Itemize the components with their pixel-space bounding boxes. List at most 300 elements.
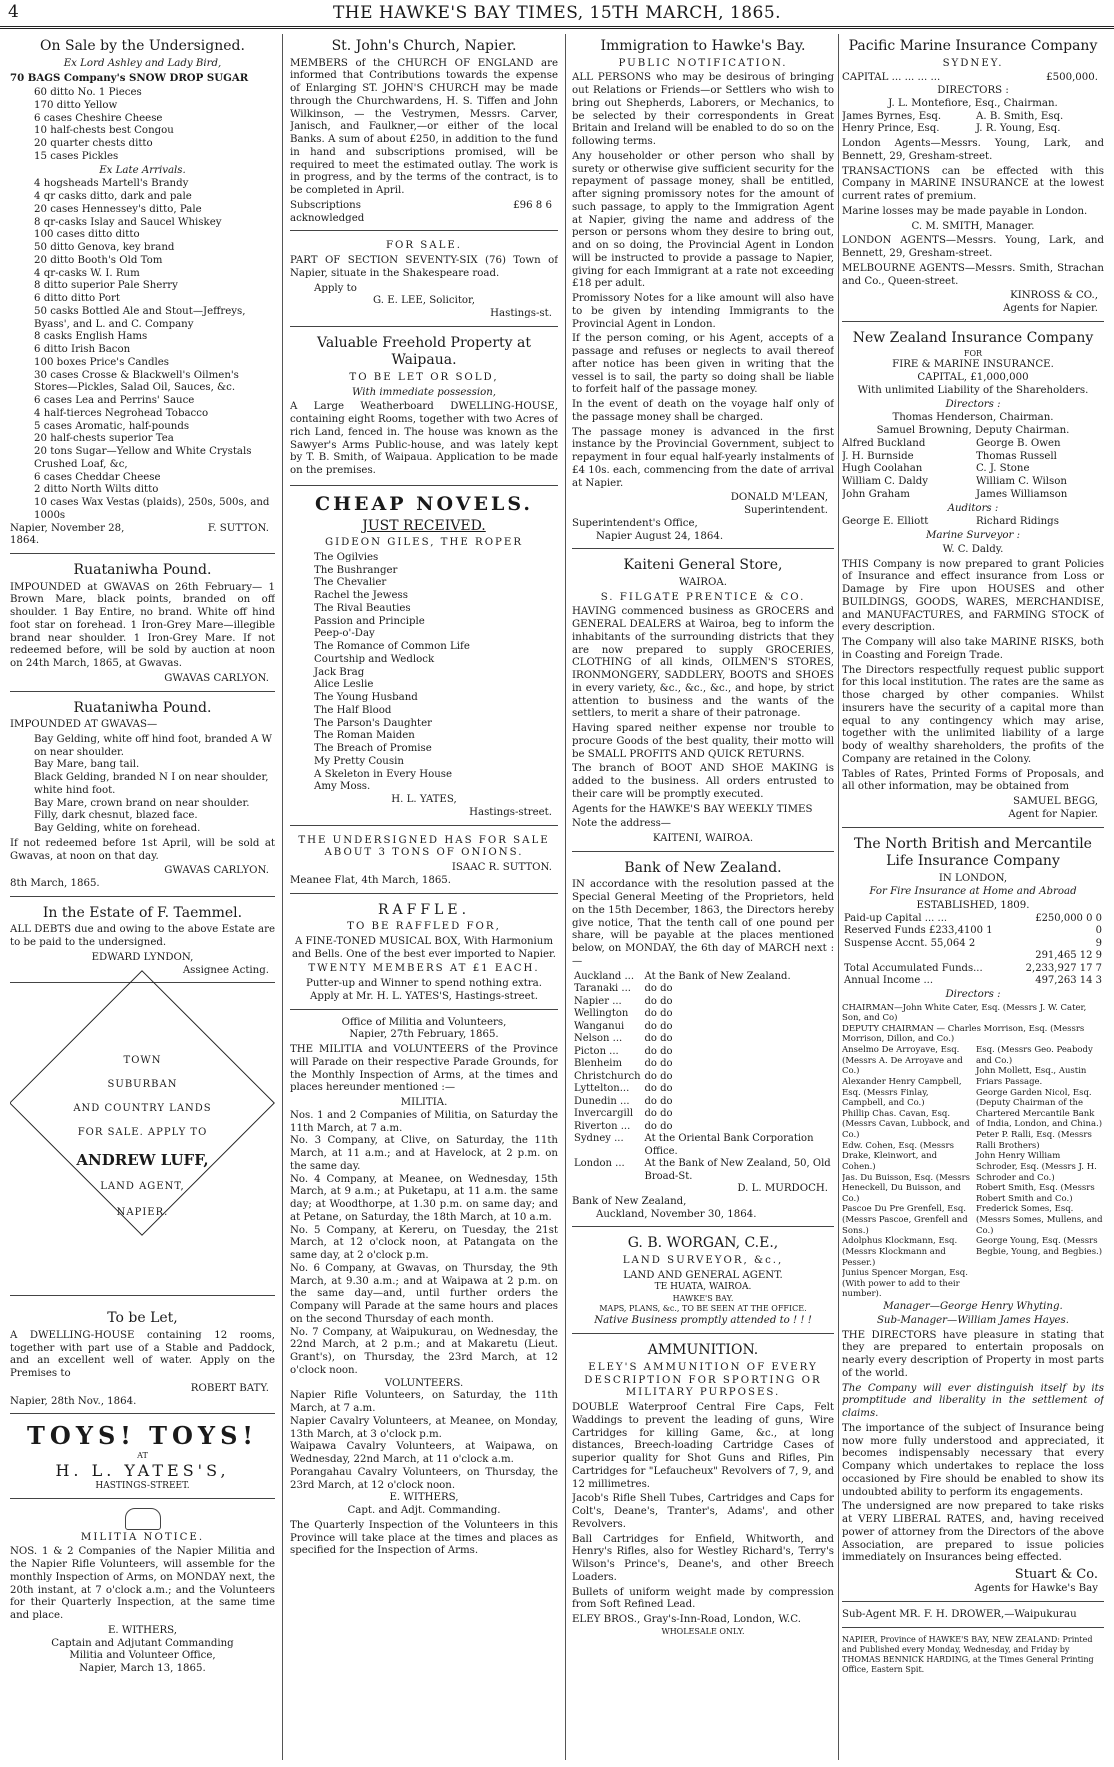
kaiteni-heading: Kaiteni General Store, — [623, 557, 783, 574]
pacific-insurance-advert — [842, 34, 1104, 322]
director: Thomas Russell — [976, 450, 1057, 462]
pound-notice-1 — [10, 558, 275, 692]
nb-signature: Stuart & Co. — [1014, 1567, 1098, 1582]
fin-value: 2,233,927 17 7 — [1025, 962, 1102, 974]
list-item: 20 half-chests superior Tea — [34, 433, 174, 445]
place: Wanganui — [574, 1020, 625, 1032]
column-divider — [282, 34, 283, 1760]
table-row — [572, 1058, 834, 1071]
place-where: do do — [644, 1108, 673, 1119]
fin-label: Reserved Funds £233,4100 1 — [844, 925, 993, 937]
place: Lyttelton... — [574, 1083, 630, 1094]
sub-agent: Sub-Agent MR. F. H. DROWER,—Waipukurau — [842, 1609, 1077, 1620]
bank-heading: Bank of New Zealand. — [624, 859, 782, 876]
director: Esq. (Messrs Geo. Peabody and Co.) — [976, 1045, 1093, 1066]
luff-line: FOR SALE. APPLY TO — [77, 1127, 208, 1139]
ammunition-para: Bullets of uniform weight made by compression from Soft Refined Lead. — [572, 1586, 834, 1611]
bank-places-table — [572, 971, 834, 1184]
bank-footer: Bank of New Zealand, — [572, 1195, 687, 1207]
immigration-para: If the person coming, or his Agent, accepts of a passage and refuses or neglects to avail thereof after notice has been given in writing that the vessel is to sail, the party so doing shall be liable to forfeit half of the passage money. — [572, 333, 834, 396]
table-row — [572, 983, 834, 996]
list-item: Black Gelding, branded N I on near shoulder, white hind foot. — [34, 772, 269, 796]
list-item: The Half Blood — [314, 704, 392, 716]
ammunition-para: Ball Cartridges for Enfield, Whitworth, and Henry's Rifles, also for Westley Richard's, Terry's Wilson's Prince's, Deane's, and other Breech Loaders. — [572, 1533, 834, 1583]
surveyor-heading: Marine Surveyor : — [925, 530, 1021, 541]
sale-list — [10, 87, 275, 164]
kaiteni-para: Agents for the HAWKE'S BAY WEEKLY TIMES — [572, 803, 813, 815]
pound-date: 8th March, 1865. — [10, 878, 100, 889]
newspaper-title: THE HAWKE'S BAY TIMES, 15TH MARCH, 1865. — [332, 3, 782, 23]
table-row — [572, 1008, 834, 1021]
director: Hugh Coolahan — [842, 463, 923, 475]
table-row — [572, 1071, 834, 1084]
director: Adolphus Klockmann, Esq. (Messrs Klockmann and Pesser.) — [842, 1236, 958, 1268]
list-item: 20 tons Sugar—Yellow and White Crystals Crushed Loaf, &c, — [34, 446, 252, 470]
table-row — [572, 1096, 834, 1109]
estate-body: ALL DEBTS due and owing to the above Estate are to be paid to the undersigned. — [10, 924, 275, 948]
director: Samuel Browning, Deputy Chairman. — [876, 425, 1070, 436]
immigration-date: Napier August 24, 1864. — [596, 530, 724, 542]
estate-role: Assignee Acting. — [182, 964, 269, 976]
sale-ships: Ex Lord Ashley and Lady Bird, — [63, 57, 222, 69]
list-item: A Skeleton in Every House — [314, 768, 453, 780]
table-row — [842, 938, 1104, 951]
director: Robert Smith, Esq. (Messrs Robert Smith and Co.) — [976, 1183, 1095, 1204]
parade-office: Office of Militia and Volunteers, — [341, 1016, 507, 1028]
pound-body: IMPOUNDED at GWAVAS on 26th February— 1 Brown Mare, black points, branded on off shoulder. 1 Bay Entire, no brand. White off hind foot star on forehead. 1 Iron-Grey Mare—illegible brand near shoulder. 1 Iron-Grey Mare. If not redeemed before, will be sold by auction at noon on 24th March, 1865, at Gwavas. — [10, 581, 275, 669]
sub-agent-line — [842, 1606, 1104, 1628]
raffle-note: Putter-up and Winner to spend nothing extra. — [305, 978, 542, 989]
column-divider — [565, 34, 566, 1760]
nz-insurance-advert — [842, 326, 1104, 828]
place: Taranaki ... — [574, 983, 631, 994]
list-item: The Young Husband — [314, 692, 418, 703]
militia-role: Captain and Adjutant Commanding — [51, 1637, 234, 1649]
let-date: Napier, 28th Nov., 1864. — [10, 1395, 137, 1407]
directors-row — [842, 111, 1104, 124]
column-2 — [290, 34, 558, 1760]
sale-footer — [10, 523, 275, 549]
place: Napier ... — [574, 995, 622, 1007]
place: Wellington — [574, 1008, 629, 1019]
militia-list — [290, 1110, 558, 1378]
immigration-heading: Immigration to Hawke's Bay. — [600, 38, 806, 54]
kaiteni-place: WAIROA. — [679, 576, 727, 588]
list-item: 20 cases Hennessey's ditto, Pale — [34, 203, 202, 215]
auditor: George E. Elliott — [842, 516, 929, 528]
toys-shop: H. L. YATES'S, — [55, 1461, 230, 1481]
list-item: 2 ditto North Wilts ditto — [34, 484, 159, 496]
place: Picton ... — [574, 1045, 619, 1057]
freehold-advert — [290, 331, 558, 486]
list-item: Porangahau Cavalry Volunteers, on Thursday, the 23rd March, at 12 o'clock noon. — [290, 1466, 558, 1491]
place-where: do do — [644, 995, 673, 1007]
place-where: do do — [644, 1058, 673, 1069]
let-body: A DWELLING-HOUSE containing 12 rooms, together with part use of a Stable and Paddock, and an excellent well of water. Apply on the Premises to — [10, 1329, 275, 1379]
to-let-advert — [10, 1306, 275, 1414]
bank-footer-date: Auckland, November 30, 1864. — [596, 1208, 757, 1220]
nb-submanager: Sub-Manager—William James Hayes. — [876, 1314, 1070, 1326]
table-row — [572, 971, 834, 984]
church-heading: St. John's Church, Napier. — [331, 38, 517, 54]
director: George Young, Esq. (Messrs Begbie, Young, and Begbies.) — [976, 1236, 1103, 1257]
parade-notice — [290, 1014, 558, 1566]
pacific-manager: C. M. SMITH, Manager. — [911, 220, 1035, 232]
ammunition-caption: ELEY'S AMMUNITION OF EVERY DESCRIPTION FOR SPORTING OR MILITARY PURPOSES. — [584, 1361, 822, 1399]
fin-label: Paid-up Capital ... ... — [844, 912, 948, 924]
immigration-office: Superintendent's Office, — [572, 517, 698, 529]
imprint-text: NAPIER, Province of HAWKE'S BAY, NEW ZEALAND: Printed and Published every Monday, Wednesday, and Friday by THOMAS BENNICK HARDING, at the Times General Printing Office, Eastern Spit. — [842, 1634, 1094, 1674]
list-item: Jack Brag — [314, 666, 365, 678]
list-item: 6 cases Cheddar Cheese — [34, 471, 161, 483]
sale-subheading: Ex Late Arrivals. — [99, 164, 186, 176]
list-item: The Rival Beauties — [314, 602, 411, 614]
fin-value: 0 — [1095, 925, 1102, 937]
kaiteni-firm: S. FILGATE PRENTICE & CO. — [600, 591, 806, 603]
nb-para: The undersigned are now prepared to take risks at VERY LIBERAL RATES, and, having received power of attorney from the Directors of the above Association, are prepared to issue policies immediately on Insurances being effected. — [842, 1501, 1104, 1564]
auditor: Richard Ridings — [976, 516, 1059, 528]
table-row — [572, 1133, 834, 1158]
director: Alexander Henry Campbell, Esq. (Messrs Finlay, Campbell, and Co.) — [842, 1076, 962, 1109]
ammunition-signature: ELEY BROS., Gray's-Inn-Road, London, W.C. — [572, 1614, 801, 1625]
fin-value: 291,465 12 9 — [1035, 950, 1102, 962]
director: James Byrnes, Esq. — [842, 110, 942, 122]
parade-footer: The Quarterly Inspection of the Volunteers in this Province will take place at the times and places as specified for the Inspection of Arms. — [290, 1519, 558, 1557]
fin-label: Suspense Accnt. 55,064 2 — [844, 937, 976, 949]
parade-role: Capt. and Adjt. Commanding. — [347, 1505, 501, 1516]
list-item: The Ogilvies — [314, 551, 379, 563]
freehold-sub: With immediate possession, — [351, 386, 497, 398]
nb-para: The Company will ever distinguish itself by its promptitude and liberality in the settlement of claims. — [842, 1382, 1104, 1419]
worgan-line: LAND AND GENERAL AGENT. — [623, 1269, 783, 1281]
director: Jas. Du Buisson, Esq. (Messrs Heneckell, Du Buisson, and Co.) — [842, 1172, 971, 1204]
directors-heading: Directors : — [945, 988, 1001, 1000]
directors-right — [976, 1045, 1104, 1300]
kaiteni-para: Note the address— — [572, 818, 671, 830]
ammunition-para: DOUBLE Waterproof Central Fire Caps, Felt Waddings to prevent the leading of guns, Wire Cartridges for killing Game, &c., at long distances, Breech-loading Cartridge Cases of superior quality for Shot Guns and Rifles, Pin Cartridges for "Lefaucheux" Revolvers of 7, 9, and 12 millimetres. — [572, 1402, 834, 1490]
place-where: At the Oriental Bank Corporation Office. — [644, 1133, 814, 1157]
list-item: No. 3 Company, at Clive, on Saturday, the 11th March, at 11 a.m.; and at Havelock, at 2 p.m. on the same day. — [290, 1135, 558, 1172]
ammunition-para: Jacob's Rifle Shell Tubes, Cartridges and Caps for Colt's, Deane's, Tranter's, Adams', and other Revolvers. — [572, 1493, 834, 1530]
worgan-heading: G. B. WORGAN, C.E., — [627, 1235, 779, 1252]
place: London ... — [574, 1158, 625, 1169]
list-item: Filly, dark chesnut, blazed face. — [34, 810, 198, 822]
list-item: The Bushranger — [314, 564, 398, 576]
militia-section-heading: MILITIA. — [400, 1097, 448, 1108]
novels-heading: CHEAP NOVELS. — [314, 492, 534, 515]
bank-notice — [572, 856, 834, 1228]
list-item: The Parson's Daughter — [314, 717, 433, 729]
director: J. H. Burnside — [842, 450, 914, 462]
director: John Henry William Schroder, Esq. (Messrs J. H. Schroder and Co.) — [976, 1151, 1097, 1183]
bank-body: IN accordance with the resolution passed at the Special General Meeting of the Proprietors, held on the 15th December, 1863, the Directors hereby give notice, That the tenth call of one pound per share, will be payable at the places mentioned below, on MONDAY, the 6th day of MARCH next :— — [572, 879, 834, 967]
list-item: 4 qr-casks W. I. Rum — [34, 267, 140, 279]
list-item: 30 cases Crosse & Blackwell's Oilmen's Stores—Pickles, Salad Oil, Sauces, &c. — [34, 369, 239, 394]
column-1 — [10, 34, 275, 1760]
auditors-heading: Auditors : — [947, 502, 999, 514]
director: Henry Prince, Esq. — [842, 123, 940, 135]
immigration-para: Promissory Notes for a like amount will also have to be given by intending Immigrants to the Provincial Agent in London. — [572, 293, 834, 330]
fin-label: Total Accumulated Funds... — [844, 962, 983, 974]
list-item: Peep-o'-Day — [314, 628, 375, 640]
director: J. R. Young, Esq. — [976, 123, 1061, 135]
pound-signature: GWAVAS CARLYON. — [164, 865, 269, 877]
place: Riverton ... — [574, 1120, 631, 1132]
place-where: do do — [644, 1120, 673, 1132]
list-item: 20 quarter chests ditto — [34, 138, 153, 149]
church-notice — [290, 34, 558, 231]
director: William C. Daldy — [842, 476, 928, 487]
nb-finance-table — [842, 913, 1104, 988]
for-sale-body: PART OF SECTION SEVENTY-SIX (76) Town of Napier, situate in the Shakespeare road. — [290, 255, 558, 279]
table-row — [842, 963, 1104, 976]
place: Sydney ... — [574, 1133, 624, 1144]
immigration-role: Superintendent. — [744, 505, 828, 516]
pacific-signature: KINROSS & CO., — [1010, 290, 1098, 302]
sale-list-2 — [10, 178, 275, 522]
subs-label: Subscriptions acknowledged — [290, 199, 365, 224]
list-item: 6 cases Cheshire Cheese — [34, 112, 163, 124]
director: A. B. Smith, Esq. — [976, 110, 1064, 122]
worgan-line: Native Business promptly attended to ! ! ! — [594, 1314, 812, 1326]
nb-para: THE DIRECTORS have pleasure in stating that they are prepared to entertain proposals on nearly every description of Property in most parts of the world. — [842, 1329, 1104, 1379]
raffle-caption: TO BE RAFFLED FOR, — [347, 921, 501, 932]
table-row — [572, 1083, 834, 1096]
for-sale-signature: G. E. LEE, Solicitor, — [372, 295, 476, 307]
list-item: 15 cases Pickles — [34, 150, 119, 162]
list-item: 4 half-tierces Negrohead Tobacco — [34, 407, 209, 419]
onions-date: Meanee Flat, 4th March, 1865. — [290, 874, 452, 886]
table-row — [572, 1121, 834, 1134]
place: Christchurch — [574, 1070, 641, 1082]
royal-crest-icon — [125, 1508, 161, 1530]
imprint — [842, 1632, 1104, 1680]
let-signature: ROBERT BATY. — [190, 1382, 269, 1394]
immigration-para: ALL PERSONS who may be desirous of bringing out Relations or Friends—or Settlers who wish to bring out Shepherds, Laborers, or Mechanics, to be selected by their correspondents in Great Britain and Ireland will be enabled to do so on the following terms. — [572, 72, 834, 147]
pound-heading: Ruataniwha Pound. — [73, 562, 212, 578]
freehold-heading: Valuable Freehold Property at Waipaua. — [317, 334, 531, 369]
directors-heading: DIRECTORS : — [937, 85, 1009, 96]
list-item: The Roman Maiden — [314, 730, 415, 742]
estate-signature: EDWARD LYNDON, — [91, 951, 194, 963]
list-item: 100 cases ditto ditto — [34, 229, 140, 241]
list-item: Bay Mare, bang tail. — [34, 759, 140, 771]
list-item: No. 5 Company, at Kereru, on Tuesday, the 21st March, at 12 o'clock noon, at Patangata on the same day, at 2 o'clock p.m. — [290, 1224, 558, 1261]
worgan-advert — [572, 1231, 834, 1334]
column-divider — [838, 34, 839, 1760]
pacific-para: TRANSACTIONS can be effected with this Company in MARINE INSURANCE at the lowest current rates of premium. — [842, 165, 1104, 202]
place-where: do do — [644, 1095, 673, 1107]
column-3 — [572, 34, 834, 1760]
toys-at: AT — [137, 1451, 148, 1461]
volunteers-section-heading: VOLUNTEERS. — [384, 1377, 464, 1389]
worgan-line: TE HUATA, WAIROA. — [654, 1282, 752, 1293]
table-row — [572, 1033, 834, 1046]
director: John Mollett, Esq., Austin Friars Passage. — [976, 1066, 1087, 1087]
list-item: The Breach of Promise — [314, 743, 432, 754]
directors-columns — [842, 1045, 1104, 1300]
list-item: 8 ditto superior Pale Sherry — [34, 280, 178, 292]
nz-caption: FIRE & MARINE INSURANCE. — [892, 359, 1054, 371]
page-number: 4 — [8, 2, 19, 22]
militia-signature: E. WITHERS, — [107, 1624, 178, 1636]
kaiteni-para: The branch of BOOT AND SHOE MAKING is added to the business. All orders entrusted to their care will be promptly executed. — [572, 763, 834, 800]
directors-right — [976, 438, 1104, 502]
place-where: do do — [644, 1033, 673, 1044]
place-where: do do — [644, 983, 673, 994]
nz-heading: New Zealand Insurance Company — [852, 329, 1094, 346]
onions-body: THE UNDERSIGNED HAS FOR SALE ABOUT 3 TONS OF ONIONS. — [298, 834, 550, 859]
novels-address: Hastings-street. — [469, 806, 552, 818]
novels-list — [290, 552, 558, 794]
place: Invercargill — [574, 1108, 634, 1119]
director: George B. Owen — [976, 437, 1061, 449]
pacific-agents: LONDON AGENTS—Messrs. Young, Lark, and Bennett, 29, Gresham-street. — [842, 235, 1104, 259]
masthead — [0, 0, 1114, 29]
luff-line: AND COUNTRY LANDS — [73, 1103, 212, 1115]
list-item: 50 ditto Genova, key brand — [34, 242, 175, 253]
director: Pascoe Du Pre Grenfell, Esq. (Messrs Pascoe, Grenfell and Sons.) — [842, 1204, 968, 1236]
pound-lead: IMPOUNDED AT GWAVAS— — [10, 719, 158, 730]
sale-lead: 70 BAGS Company's SNOW DROP SUGAR — [10, 72, 249, 85]
list-item: Courtship and Wedlock — [314, 653, 435, 665]
fin-label — [842, 950, 1014, 963]
nb-heading: The North British and Mercantile Life Insurance Company — [854, 835, 1092, 869]
militia-notice — [10, 1503, 275, 1681]
list-item: 5 cases Aromatic, half-pounds — [34, 420, 190, 432]
parade-signature: E. WITHERS, — [389, 1492, 459, 1504]
place-where: do do — [644, 1083, 673, 1094]
pacific-city: SYDNEY. — [942, 57, 1004, 69]
list-item: Passion and Principle — [314, 615, 425, 627]
list-item: Napier Cavalry Volunteers, at Meanee, on Monday, 13th March, at 3 o'clock p.m. — [290, 1415, 558, 1440]
onions-signature: ISAAC R. SUTTON. — [451, 862, 552, 873]
director: John Graham — [842, 488, 910, 500]
nb-manager: Manager—George Henry Whyting. — [883, 1301, 1063, 1312]
directors-row — [842, 123, 1104, 136]
list-item: The Chevalier — [314, 577, 387, 589]
kaiteni-address: KAITENI, WAIROA. — [652, 833, 754, 844]
nz-signature: SAMUEL BEGG, — [1013, 796, 1098, 807]
director: Junius Spencer Morgan, Esq. (With power to add to their number). — [842, 1268, 968, 1300]
nz-para: Tables of Rates, Printed Forms of Proposals, and all other information, may be obtained from — [842, 768, 1104, 793]
directors-columns — [842, 438, 1104, 502]
immigration-para: In the event of death on the voyage half only of the passage money shall be charged. — [572, 399, 834, 423]
list-item: 170 ditto Yellow — [34, 99, 118, 111]
nz-capital: CAPITAL, £1,000,000 — [917, 372, 1029, 383]
nz-para: The Directors respectfully request public support for this local institution. The rates are the same as those charged by other companies. Whilst insurers have the security of a capital more than equal to any contingency which may arise, together with the unlimited liability of a large body of wealthy shareholders, the profits of the Company are retained in the Colony. — [842, 664, 1104, 765]
list-item: Bay Mare, crown brand on near shoulder. — [34, 797, 250, 809]
list-item: The Romance of Common Life — [314, 641, 470, 652]
nz-para: The Company will also take MARINE RISKS, both in Coasting and Foreign Trade. — [842, 637, 1104, 661]
list-item: Bay Gelding, white on forehead. — [34, 823, 201, 834]
director: CHAIRMAN—John White Cater, Esq. (Messrs J. W. Cater, Son, and Co) — [842, 1002, 1087, 1024]
list-item: Rachel the Jewess — [314, 590, 409, 601]
novels-advert — [290, 490, 558, 826]
table-row — [842, 913, 1104, 926]
director: William C. Wilson — [976, 476, 1067, 487]
militia-heading: MILITIA NOTICE. — [80, 1531, 205, 1543]
for-sale-address: Hastings-st. — [490, 308, 552, 319]
pacific-para: Marine losses may be made payable in London. — [842, 205, 1088, 217]
list-item: 10 half-chests best Congou — [34, 125, 174, 137]
place: Auckland ... — [574, 970, 635, 982]
nb-city: IN LONDON, — [938, 872, 1008, 884]
immigration-signature: DONALD M'LEAN, — [730, 492, 828, 504]
list-item: No. 7 Company, at Waipukurau, on Wednesday, the 22nd March, at 2 p.m.; and at Makaretu (Lieut. Grant's), on Thursday, the 23rd March, at 12 o'clock noon. — [290, 1326, 558, 1376]
estate-heading: In the Estate of F. Taemmel. — [42, 904, 243, 921]
militia-office: Militia and Volunteer Office, — [69, 1650, 216, 1662]
director: Frederick Somes, Esq. (Messrs Somes, Mullens, and Co.) — [976, 1204, 1103, 1236]
pacific-agents: MELBOURNE AGENTS—Messrs. Smith, Strachan and Co., Queen-street. — [842, 262, 1104, 287]
director: C. J. Stone — [976, 463, 1030, 475]
nb-para: The importance of the subject of Insurance being now more fully understood and appreciated, it becomes indispensably necessary that every Company which undertakes to replace the loss occasioned by Fire should be enabled to show its undoubted ability to perform its engagements. — [842, 1422, 1104, 1498]
freehold-body: A Large Weatherboard DWELLING-HOUSE, containing eight Rooms, together with two Acres of rich Land, fenced in. The house was known as the Sawyer's Arms Public-house, and was lately kept by T. B. Smith, of Waipaua. Application to be made on the premises. — [290, 401, 558, 476]
list-item: Waipawa Cavalry Volunteers, at Waipawa, on Wednesday, 22nd March, at 11 o'clock a.m. — [290, 1441, 558, 1465]
directors-left — [842, 438, 970, 502]
director: James Williamson — [976, 488, 1068, 500]
place: Nelson ... — [574, 1033, 623, 1044]
list-item: 60 ditto No. 1 Pieces — [34, 87, 142, 98]
table-row — [572, 1021, 834, 1034]
pound-list — [10, 734, 275, 836]
table-row — [842, 975, 1104, 988]
list-item: 50 casks Bottled Ale and Stout—Jeffreys, Byass', and L. and C. Company — [34, 305, 246, 330]
place: Blenheim — [574, 1058, 622, 1069]
place-where: do do — [644, 1020, 673, 1032]
list-item: Alice Leslie — [314, 679, 374, 691]
church-body: MEMBERS of the CHURCH OF ENGLAND are informed that Contributions towards the expense of Enlarging ST. JOHN'S CHURCH may be made through the Churchwardens, H. S. Tiffen and John Wilkinson, — the Vestrymen, Messrs. Carver, Janisch, and Faulkner,—or either of the local Banks. A sum of about £250, in addition to the fund in hand and subscriptions promised, will be required to meet the estimated outlay. The work is in progress, and by the terms of the contract, is to be completed in April. — [290, 57, 558, 196]
raffle-members: TWENTY MEMBERS AT £1 EACH. — [308, 963, 540, 975]
fin-label: Annual Income ... — [844, 975, 934, 987]
parade-date: Napier, 27th February, 1865. — [349, 1029, 499, 1041]
capital-amount: £500,000. — [1046, 72, 1098, 84]
nb-tagline: For Fire Insurance at Home and Abroad — [869, 886, 1077, 898]
table-row — [842, 925, 1104, 938]
kaiteni-para: Having spared neither expense nor trouble to procure Goods of the best quality, their motto will be SMALL PROFITS AND QUICK RETURNS. — [572, 723, 834, 760]
fin-value: 9 — [1095, 937, 1102, 949]
surveyor: W. C. Daldy. — [942, 543, 1004, 555]
onions-advert — [290, 830, 558, 894]
parade-body: THE MILITIA and VOLUNTEERS of the Province will Parade on their respective Parade Grounds, for the Monthly Inspection of Arms, at the times and places hereunder mentioned :— — [290, 1044, 558, 1094]
list-item: 8 casks English Hams — [34, 331, 148, 343]
pound-signature: GWAVAS CARLYON. — [164, 672, 269, 684]
fin-value: 497,263 14 3 — [1035, 975, 1102, 987]
sale-date: Napier, November 28, 1864. — [10, 522, 125, 547]
list-item: 6 ditto ditto Port — [34, 293, 120, 304]
pacific-heading: Pacific Marine Insurance Company — [848, 38, 1098, 54]
list-item: 10 cases Wax Vestas (plaids), 250s, 500s, and 1000s — [34, 497, 270, 521]
kaiteni-para: HAVING commenced business as GROCERS and GENERAL DEALERS at Wairoa, beg to inform the inhabitants of the surrounding districts that they are now prepared to supply GROCERIES, CLOTHING of all kinds, OILMEN'S STORES, IRONMONGERY, SADDLERY, BOOTS and SHOES in every variety, &c., &c., &c., and hope, by strict attention to business and the wants of the settlers, to merit a share of their patronage. — [572, 606, 834, 720]
worgan-line: HAWKE'S BAY. — [672, 1293, 734, 1303]
immigration-caption: PUBLIC NOTIFICATION. — [618, 57, 788, 69]
ammunition-heading: AMMUNITION. — [647, 1342, 759, 1359]
for-sale-heading: FOR SALE. — [385, 240, 463, 252]
toys-heading: TOYS! TOYS! — [27, 1421, 258, 1451]
director: DEPUTY CHAIRMAN — Charles Morrison, Esq. (Messrs Morrison, Dillon, and Co.) — [842, 1023, 1085, 1045]
nz-for: FOR — [963, 349, 983, 359]
auditors-row — [842, 516, 1104, 529]
directors-heading: Directors : — [945, 398, 1001, 410]
director: Alfred Buckland — [842, 437, 926, 449]
raffle-advert — [290, 898, 558, 1010]
pacific-role: Agents for Napier. — [1003, 303, 1098, 314]
director: George Garden Nicol, Esq. (Deputy Chairman of the Chartered Mercantile Bank of India, London, and China.) — [976, 1087, 1103, 1130]
place: Dunedin ... — [574, 1095, 630, 1107]
north-british-advert — [842, 832, 1104, 1603]
table-row — [842, 950, 1104, 963]
church-subscriptions — [290, 200, 558, 226]
